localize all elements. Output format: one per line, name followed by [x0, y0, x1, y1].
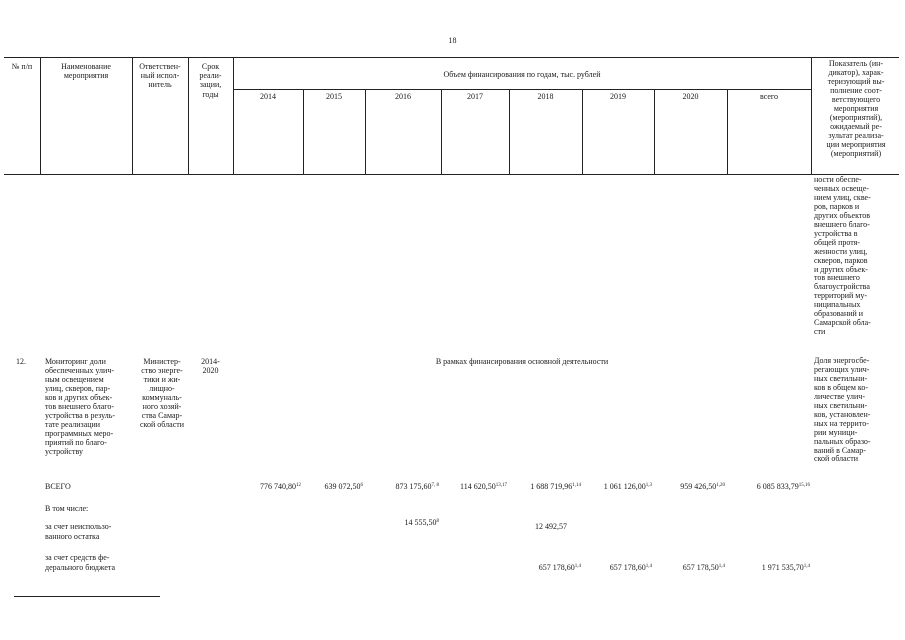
total-2020: 959 426,50$^{1,20}$ [680, 482, 725, 491]
header-num: № п/п [11, 62, 33, 71]
footnote-separator [14, 596, 160, 597]
header-year-2015: 2015 [326, 92, 342, 101]
header-responsible: Ответствен- ный испол- нитель [139, 62, 181, 90]
total-2016: 873 175,60$^{7, 8}$ [395, 482, 439, 491]
header-year-2016: 2016 [395, 92, 411, 101]
rest-2016: 14 555,50$^8$ [404, 518, 439, 527]
header-year-2018: 2018 [537, 92, 554, 101]
header-funding: Объем финансирования по годам, тыс. рублей [443, 70, 601, 79]
federal-label: за счет средств фе- дерального бюджета [45, 553, 116, 572]
page-number: 18 [448, 36, 457, 45]
header-year-2020: 2020 [682, 92, 699, 101]
rest-2018: 12 492,57 [535, 522, 567, 531]
rest-label: за счет неиспользо- ванного остатка [45, 522, 112, 541]
row12-indicator: Доля энергосбе- регающих улич- ных светильни- ков в общем ко- личестве улич- ных светильни- ков, установлен- ных на террито- рии муници- пальных образо- ваний в Самар- ской области [814, 356, 871, 464]
header-year-2014: 2014 [260, 92, 276, 101]
header-name: Наименование мероприятия [61, 62, 111, 81]
federal-2019: 657 178,60$^{1,4}$ [609, 563, 652, 572]
federal-total: 1 971 535,70$^{1,4}$ [761, 563, 810, 572]
total-2019: 1 061 126,00$^{1,3}$ [603, 482, 652, 491]
including-label: В том числе: [45, 504, 89, 513]
total-2017: 114 620,50$^{13,17}$ [460, 482, 507, 491]
header-year-2019: 2019 [610, 92, 626, 101]
header-year-total: всего [759, 92, 778, 101]
header-year-2017: 2017 [467, 92, 483, 101]
row12-funding: В рамках финансирования основной деятельности [435, 357, 609, 366]
total-2014: 776 740,80$^{12}$ [260, 482, 301, 491]
total-2018: 1 688 719,96$^{1,14}$ [530, 482, 581, 491]
row12-num: 12. [16, 357, 26, 366]
row12-responsible: Министер- ство энерге- тики и жи- лищно- коммуналь- ного хозяй- ства Самар- ской области [139, 357, 185, 430]
total-2015: 639 072,50$^6$ [324, 482, 363, 491]
continued-indicator: ности обеспе- ченных освеще- нием улиц, скве- ров, парков и других объектов внешнего благо- устройства в общей протя- женности улиц, скверов, парков и других объек- тов внешнего благоустройства территорий му- ниципальных образований и Самарской обла- сти [814, 175, 871, 337]
row12-term: 2014- 2020 [201, 357, 220, 376]
row12-name: Мониторинг доли обеспеченных улич- ным освещением улиц, скверов, пар- ков и других объек- тов внешнего благо- устройства в резуль- тате реализации программных меро- приятий по благо- устройству [45, 357, 116, 457]
total-label: ВСЕГО [45, 482, 71, 491]
header-term: Срок реали- зации, годы [199, 62, 222, 99]
total-all: 6 085 833,79$^{15,16}$ [756, 482, 810, 491]
federal-2020: 657 178,50$^{1,4}$ [682, 563, 725, 572]
header-indicator: Показатель (ин- дикатор), харак- теризующий вы- полнение соот- ветствующего мероприятия (мероприятий), ожидаемый ре- зультат реализа- ции мероприятия (мероприятий) [826, 59, 886, 158]
federal-2018: 657 178,60$^{1,4}$ [538, 563, 581, 572]
